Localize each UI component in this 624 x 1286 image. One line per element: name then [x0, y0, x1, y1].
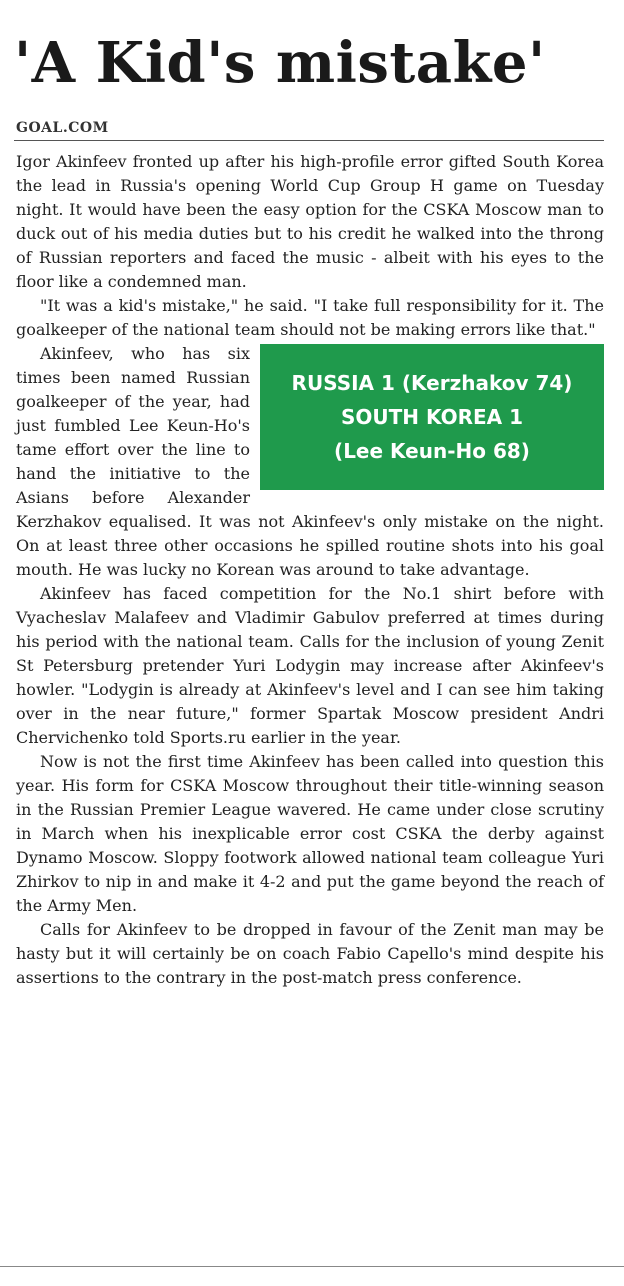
- headline: 'A Kid's mistake': [14, 30, 546, 96]
- score-line-south-korea: SOUTH KOREA 1: [340, 405, 523, 429]
- paragraph-1: Igor Akinfeev fronted up after his high-profile error gifted South Korea the lead in Russia's opening World Cup Group H game on Tuesday night. It would have been the easy option for the CSKA Moscow man to duck out of his media duties but to his credit he walked into the throng of Russian reporters and faced the music - albeit with his eyes to the floor like a condemned man.: [16, 152, 604, 291]
- source-credit: GOAL.COM: [16, 120, 109, 136]
- score-line-scorer: (Lee Keun-Ho 68): [334, 439, 530, 463]
- article-body: [16, 150, 604, 990]
- score-factbox: [260, 344, 604, 490]
- bottom-divider: [0, 1266, 624, 1267]
- source-divider: [14, 140, 604, 141]
- paragraph-4: Akinfeev has faced competition for the No.1 shirt before with Vyacheslav Malafeev and Vladimir Gabulov preferred at times during his period with the national team. Calls for the inclusion of young Zenit St Petersburg pretender Yuri Lodygin may increase after Akinfeev's howler. "Lodygin is already at Akinfeev's level and I can see him taking over in the near future," former Spartak Moscow president Andri Chervichenko told Sports.ru earlier in the year.: [16, 584, 604, 747]
- paragraph-6: Calls for Akinfeev to be dropped in favour of the Zenit man may be hasty but it will certainly be on coach Fabio Capello's mind despite his assertions to the contrary in the post-match press conference.: [16, 920, 604, 987]
- score-line-russia: RUSSIA 1 (Kerzhakov 74): [291, 371, 573, 395]
- paragraph-2: "It was a kid's mistake," he said. "I take full responsibility for it. The goalkeeper of the national team should not be making errors like that.": [16, 296, 604, 339]
- paragraph-5: Now is not the first time Akinfeev has been called into question this year. His form for CSKA Moscow throughout their title-winning season in the Russian Premier League wavered. He came under close scrutiny in March when his inexplicable error cost CSKA the derby against Dynamo Moscow. Sloppy footwork allowed national team colleague Yuri Zhirkov to nip in and make it 4-2 and put the game beyond the reach of the Army Men.: [16, 752, 604, 915]
- paragraph-3: Akinfeev, who has six times been named Russian goalkeeper of the year, had just fumbled Lee Keun-Ho's tame effort over the line to hand the initiative to the Asians before Alexander Kerzhakov equalised. It was not Akinfeev's only mistake on the night. On at least three other occasions he spilled routine shots into his goal mouth. He was lucky no Korean was around to take advantage.: [16, 344, 604, 579]
